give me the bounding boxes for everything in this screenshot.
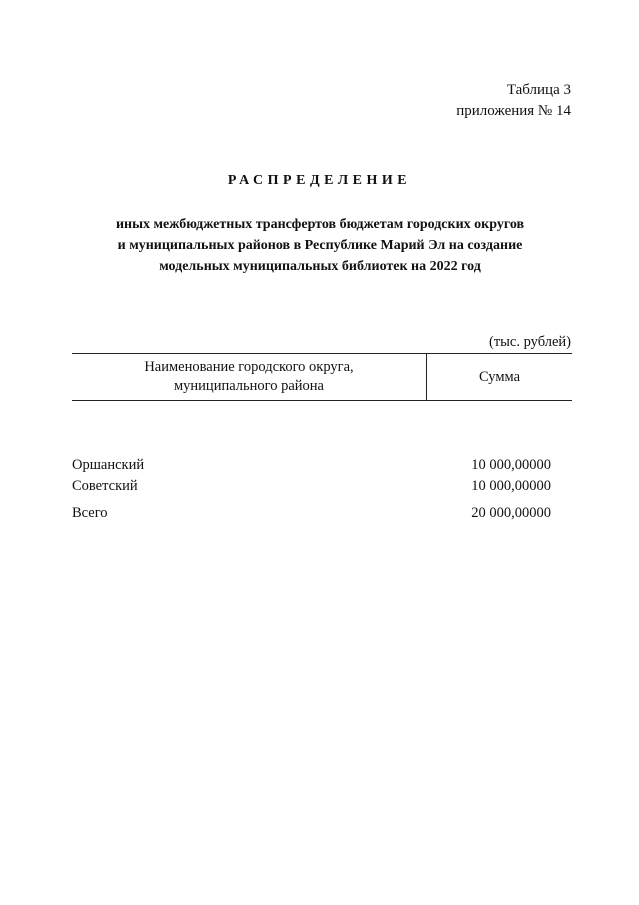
document-title: РАСПРЕДЕЛЕНИЕ bbox=[227, 173, 412, 188]
total-sum: 20 000,00000 bbox=[471, 505, 551, 521]
column-header-name bbox=[72, 354, 427, 400]
total-label: Всего bbox=[72, 505, 108, 521]
table-total-row bbox=[72, 505, 572, 525]
units-label: (тыс. рублей) bbox=[489, 334, 571, 350]
row-name: Советский bbox=[72, 478, 138, 494]
column-header-name-line: муниципального района bbox=[173, 378, 324, 394]
subtitle-line: и муниципальных районов в Республике Марий Эл на создание bbox=[117, 238, 523, 253]
distribution-table bbox=[72, 353, 572, 521]
subtitle-line: модельных муниципальных библиотек на 2022 год bbox=[159, 259, 481, 274]
row-name: Оршанский bbox=[72, 457, 145, 473]
column-header-name-line: Наименование городского округа, bbox=[144, 359, 354, 375]
table-header bbox=[72, 353, 572, 401]
column-header-sum: Сумма bbox=[478, 368, 521, 385]
appendix-number: приложения № 14 bbox=[456, 103, 571, 119]
row-sum: 10 000,00000 bbox=[471, 478, 551, 494]
document-subtitle bbox=[70, 214, 570, 277]
appendix-reference bbox=[456, 80, 571, 122]
table-row bbox=[72, 457, 572, 477]
subtitle-line: иных межбюджетных трансфертов бюджетам городских округов bbox=[115, 217, 525, 232]
table-number: Таблица 3 bbox=[506, 82, 571, 98]
row-sum: 10 000,00000 bbox=[471, 457, 551, 473]
table-row bbox=[72, 478, 572, 498]
